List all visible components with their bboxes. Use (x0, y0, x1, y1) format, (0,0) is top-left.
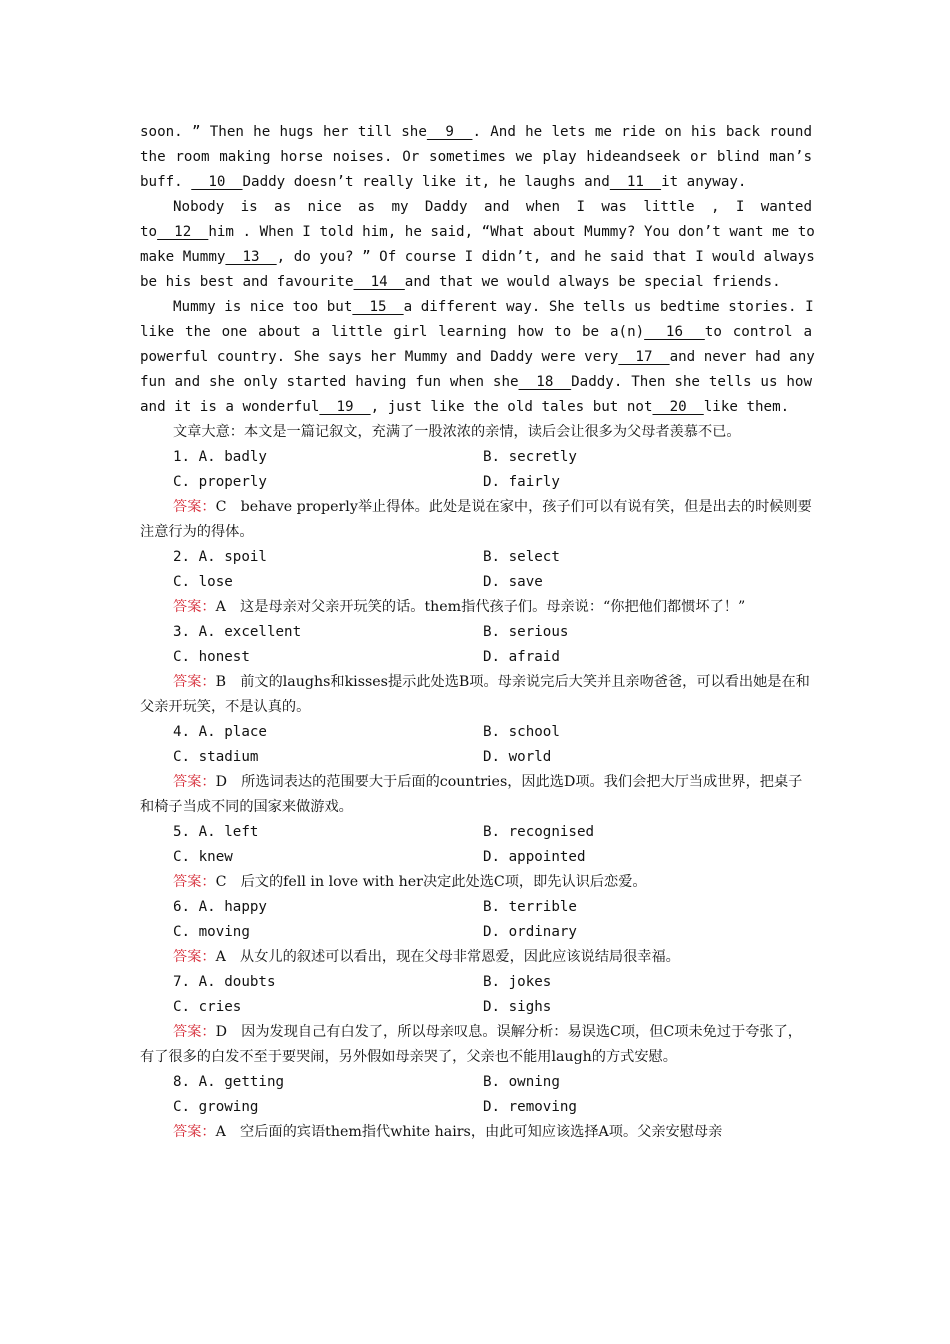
option-c: C. lose (173, 574, 233, 590)
passage-line: be his best and favourite 14 and that we would always be special friends. (140, 274, 781, 290)
answer-label: 答案： (173, 774, 216, 790)
answer-explanation: 答案：D 因为发现自己有白发了，所以母亲叹息。误解分析：易误选C项，但C项未免过于夸张了，有了很多的白发不至于要哭闹，另外假如母亲哭了，父亲也不能用laugh的方式安慰。 (140, 1024, 802, 1065)
option-d: D. fairly (483, 474, 560, 490)
blank-15: 15 (352, 299, 404, 315)
answer-label: 答案： (173, 499, 216, 515)
option-c: C. properly (173, 474, 267, 490)
blank-13: 13 (225, 249, 277, 265)
blank-14: 14 (353, 274, 405, 290)
passage-line: make Mummy 13 , do you? ” Of course I didn’t, and he said that I would always (140, 249, 815, 265)
answer-label: 答案： (173, 1024, 216, 1040)
passage-line: to 12 him . When I told him, he said, “What about Mummy? You don’t want me to (140, 224, 815, 240)
question-7 (140, 970, 812, 1070)
option-c: C. honest (173, 649, 250, 665)
option-d: D. sighs (483, 999, 552, 1015)
blank-12: 12 (157, 224, 209, 240)
answer-explanation: 答案：C 后文的fell in love with her决定此处选C项，即先认识后恋爱。 (173, 874, 647, 890)
answer-label: 答案： (173, 1124, 216, 1140)
option-c: C. knew (173, 849, 233, 865)
option-a: 6. A. happy (173, 899, 267, 915)
option-a: 5. A. left (173, 824, 259, 840)
question-2 (140, 545, 812, 620)
question-6 (140, 895, 812, 970)
blank-9: 9 (426, 124, 473, 140)
passage-line: Nobody is as nice as my Daddy and when I was little , I wanted (173, 199, 812, 215)
passage-line: soon. ” Then he hugs her till she 9 . And he lets me ride on his back round (140, 124, 813, 140)
answer-explanation: 答案：A 这是母亲对父亲开玩笑的话。them指代孩子们。母亲说：“你把他们都惯坏了！” (173, 599, 746, 615)
blank-16: 16 (644, 324, 705, 340)
question-3 (140, 620, 812, 720)
question-1 (140, 445, 812, 545)
question-5 (140, 820, 812, 895)
answer-explanation: 答案：A 空后面的宾语them指代white hairs，由此可知应该选择A项。父亲安慰母亲 (173, 1124, 723, 1140)
option-d: D. afraid (483, 649, 560, 665)
article-summary: 文章大意：本文是一篇记叙文，充满了一股浓浓的亲情，读后会让很多为父母者羡慕不已。 (173, 424, 741, 440)
option-a: 4. A. place (173, 724, 267, 740)
option-b: B. terrible (483, 899, 577, 915)
option-d: D. save (483, 574, 543, 590)
blank-11: 11 (609, 174, 662, 190)
option-c: C. moving (173, 924, 250, 940)
answer-explanation: 答案：C behave properly举止得体。此处是说在家中，孩子们可以有说有笑，但是出去的时候则要注意行为的得体。 (140, 499, 812, 540)
option-c: C. growing (173, 1099, 259, 1115)
answer-explanation: 答案：B 前文的laughs和kisses提示此处选B项。母亲说完后大笑并且亲吻爸爸，可以看出她是在和父亲开玩笑，不是认真的。 (140, 674, 810, 715)
option-b: B. owning (483, 1074, 560, 1090)
blank-10: 10 (191, 174, 243, 190)
option-b: B. recognised (483, 824, 595, 840)
option-a: 1. A. badly (173, 449, 267, 465)
option-d: D. ordinary (483, 924, 577, 940)
blank-20: 20 (652, 399, 704, 415)
question-8 (140, 1070, 812, 1145)
answer-explanation: 答案：A 从女儿的叙述可以看出，现在父母非常恩爱，因此应该说结局很幸福。 (173, 949, 680, 965)
option-b: B. school (483, 724, 560, 740)
option-b: B. jokes (483, 974, 552, 990)
option-d: D. world (483, 749, 552, 765)
option-a: 8. A. getting (173, 1074, 285, 1090)
answer-explanation: 答案：D 所选词表达的范围要大于后面的countries，因此选D项。我们会把大厅当成世界，把桌子和椅子当成不同的国家来做游戏。 (140, 774, 803, 815)
answer-label: 答案： (173, 674, 216, 690)
blank-19: 19 (319, 399, 371, 415)
option-a: 2. A. spoil (173, 549, 267, 565)
passage-line: and it is a wonderful 19 , just like the old tales but not 20 like them. (140, 399, 790, 415)
question-4 (140, 720, 812, 820)
option-b: B. secretly (483, 449, 577, 465)
passage-line: powerful country. She says her Mummy and Daddy were very 17 and never had any (140, 349, 815, 365)
answer-label: 答案： (173, 949, 216, 965)
question-list (140, 445, 812, 1145)
passage-line: like the one about a little girl learning how to be a(n) 16 to control a (140, 324, 812, 340)
option-c: C. stadium (173, 749, 259, 765)
passage-line: the room making horse noises. Or sometimes we play hideandseek or blind man’s (140, 149, 812, 165)
blank-17: 17 (618, 349, 670, 365)
option-b: B. select (483, 549, 560, 565)
passage-line: buff. 10 Daddy doesn’t really like it, he laughs and 11 it anyway. (140, 174, 747, 190)
blank-18: 18 (518, 374, 572, 390)
option-d: D. removing (483, 1099, 577, 1115)
option-b: B. serious (483, 624, 569, 640)
passage-line: fun and she only started having fun when she 18 Daddy. Then she tells us how (140, 374, 812, 390)
option-c: C. cries (173, 999, 242, 1015)
passage-line: Mummy is nice too but 15 a different way. She tells us bedtime stories. I (173, 299, 814, 315)
option-a: 3. A. excellent (173, 624, 302, 640)
document-page (140, 120, 815, 1145)
answer-label: 答案： (173, 874, 216, 890)
option-d: D. appointed (483, 849, 586, 865)
option-a: 7. A. doubts (173, 974, 276, 990)
answer-label: 答案： (173, 599, 216, 615)
